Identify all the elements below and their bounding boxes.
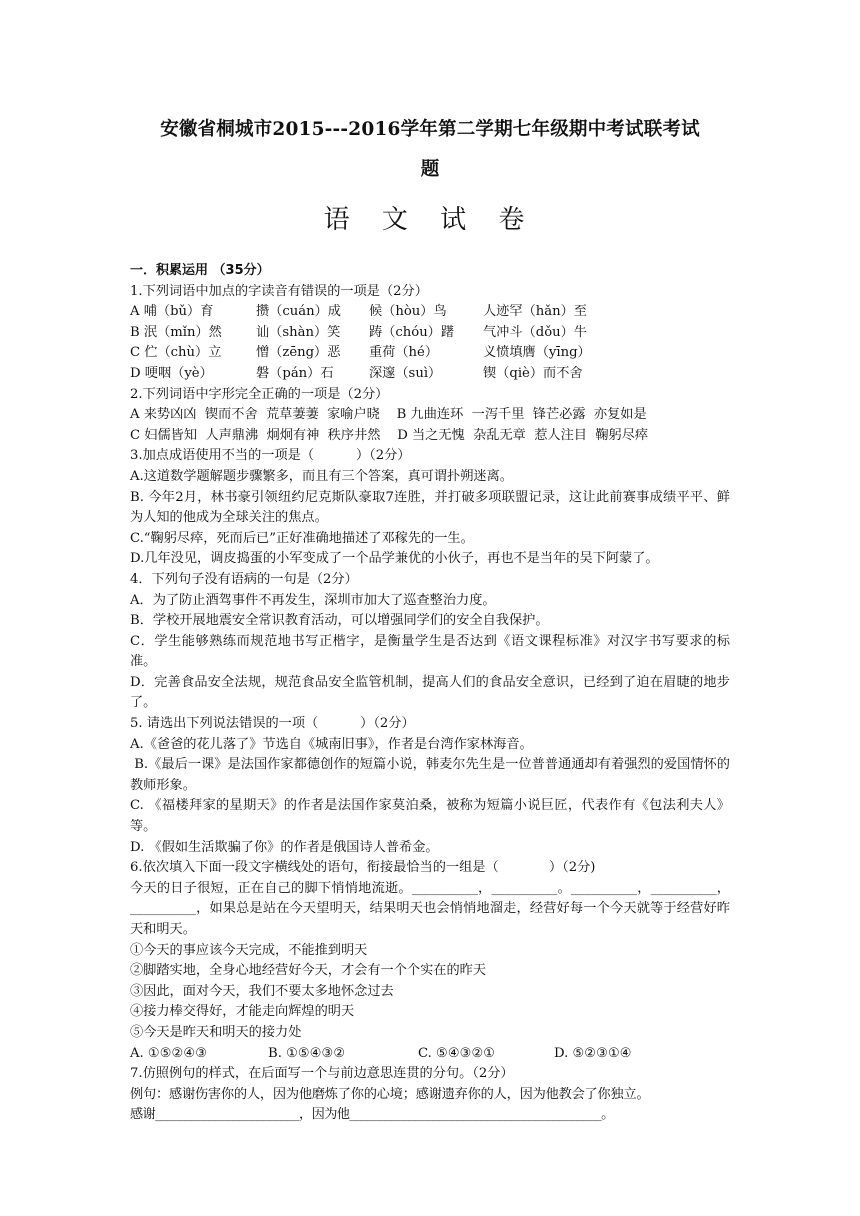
option-cell: B. ①⑤④③②	[268, 1045, 346, 1061]
question-6-item: ④接力棒交得好，才能走向辉煌的明天	[130, 1004, 355, 1020]
question-4-option-c: C．学生能够熟练而规范地书写正楷字，是衡量学生是否达到《语文课程标准》对汉字书写要求的标准。	[130, 633, 730, 670]
question-5-option-b: B.《最后一课》是法国作家都德创作的短篇小说，韩麦尔先生是一位普普通通却有着强烈的爱国情怀的教师形象。	[130, 757, 730, 793]
option-cell: D. ⑤②③①④	[554, 1045, 632, 1061]
question-7-fill-blank[interactable]: 感谢________________________，因为他__________________________________________。	[130, 1107, 614, 1123]
question-6-item: ③因此，面对今天，我们不要太多地怀念过去	[130, 983, 394, 999]
question-6-item: ②脚踏实地，全身心地经营好今天，才会有一个个实在的昨天	[130, 963, 487, 979]
option-cell: 讪（shàn）笑	[256, 324, 341, 340]
option-cell: 攒（cuán）成	[256, 304, 341, 320]
option-cell: 人迹罕（hǎn）至	[483, 304, 587, 320]
question-4-option-b: B．学校开展地震安全常识教育活动，可以增强同学们的安全自我保护。	[130, 613, 549, 629]
option-cell: B 泯（mǐn）然	[130, 324, 222, 340]
option-cell: A. ①⑤②④③	[130, 1045, 208, 1061]
question-3-option-d: D.几年没见，调皮捣蛋的小军变成了一个品学兼优的小伙子，再也不是当年的吴下阿蒙了。	[130, 551, 659, 567]
option-cell: D 哽咽（yè）	[130, 365, 213, 381]
option-cell: 气冲斗（dǒu）牛	[483, 324, 587, 340]
option-cell: 憎（zēng）恶	[256, 345, 341, 361]
exam-title: 安徽省桐城市2015---2016学年第二学期七年级期中考试联考试	[160, 119, 700, 140]
question-6-passage: 今天的日子很短，正在自己的脚下悄悄地流逝。__________，__________。__________，__________，__________，如果总是站在今天望明天，结果明天也会悄悄地溜走，经营好每一个今天就等于经营好昨天和明天。	[130, 880, 730, 937]
option-cell: 重荷（hé）	[369, 345, 439, 361]
question-3-option-a: A.这道数学题解题步骤繁多，而且有三个答案，真可谓扑朔迷离。	[130, 468, 513, 484]
question-6-options	[130, 1044, 730, 1065]
option-cell: 锲（qiè）而不舍	[483, 365, 583, 381]
question-1-option-b	[130, 323, 730, 344]
section-heading: 一．积累运用 （35分）	[130, 263, 270, 278]
question-6-item: ⑤今天是昨天和明天的接力处	[130, 1024, 302, 1040]
option-cell: 磐（pán）石	[256, 365, 334, 381]
question-2-options-cd: C 妇儒皆知 人声鼎沸 炯炯有神 秩序井然 D 当之无愧 杂乱无章 惹人注目 鞠躬尽瘁	[130, 427, 649, 443]
question-2-stem: 2.下列词语中字形完全正确的一项是（2分）	[130, 386, 389, 402]
exam-body	[130, 261, 730, 1126]
option-cell: 义愤填膺（yīng）	[483, 345, 591, 361]
option-cell: 踌（chóu）躇	[369, 324, 455, 340]
question-2-options-ab: A 来势凶凶 锲而不舍 荒草萋萋 家喻户晓 B 九曲连环 一泻千里 锋芒必露 亦复如是	[130, 407, 647, 423]
question-5-option-c: C. 《福楼拜家的星期天》的作者是法国作家莫泊桑，被称为短篇小说巨匠，代表作有《包法利夫人》等。	[130, 798, 730, 835]
question-3-option-c: C.“鞠躬尽瘁，死而后已”正好准确地描述了邓稼先的一生。	[130, 530, 474, 546]
question-1-option-d	[130, 364, 730, 385]
option-cell: A 哺（bǔ）育	[130, 304, 214, 320]
exam-subtitle: 语 文 试 卷	[323, 205, 537, 235]
question-1-option-a	[130, 302, 730, 323]
option-cell: C. ⑤④③②①	[418, 1045, 496, 1061]
question-4-option-d: D．完善食品安全法规，规范食品安全监管机制，提高人们的食品安全意识，已经到了迫在眉睫的地步了。	[130, 674, 730, 711]
question-6-item: ①今天的事应该今天完成，不能推到明天	[130, 942, 368, 958]
option-cell: C 伫（chù）立	[130, 345, 222, 361]
option-cell: 候（hòu）鸟	[369, 304, 447, 320]
question-1-option-c	[130, 343, 730, 364]
question-3-option-b: B. 今年2月，林书豪引领纽约尼克斯队豪取7连胜，并打破多项联盟记录，这让此前赛事成绩平平、鲜为人知的他成为全球关注的焦点。	[130, 489, 730, 526]
question-1-stem: 1.下列词语中加点的字读音有错误的一项是（2分）	[130, 283, 428, 299]
question-7-stem: 7.仿照例句的样式，在后面写一个与前边意思连贯的分句。（2分）	[130, 1066, 514, 1082]
question-7-example: 例句：感谢伤害你的人，因为他磨炼了你的心境；感谢遗弃你的人，因为他教会了你独立。	[130, 1086, 650, 1102]
question-5-option-d: D. 《假如生活欺骗了你》的作者是俄国诗人普希金。	[130, 839, 439, 855]
question-4-stem: 4．下列句子没有语病的一句是（2分）	[130, 571, 358, 587]
question-5-stem: 5. 请选出下列说法错误的一项（ ）（2分）	[130, 716, 415, 732]
question-6-stem: 6.依次填入下面一段文字横线处的语句，衔接最恰当的一组是（ ）（2分)	[130, 860, 596, 876]
question-3-stem: 3.加点成语使用不当的一项是（ ）（2分）	[130, 448, 411, 464]
option-cell: 深邃（suì）	[369, 365, 442, 381]
exam-title-continued: 题	[420, 159, 440, 180]
question-5-option-a: A.《爸爸的花儿落了》节选自《城南旧事》，作者是台湾作家林海音。	[130, 736, 533, 752]
question-4-option-a: A．为了防止酒驾事件不再发生，深圳市加大了巡查整治力度。	[130, 592, 496, 608]
